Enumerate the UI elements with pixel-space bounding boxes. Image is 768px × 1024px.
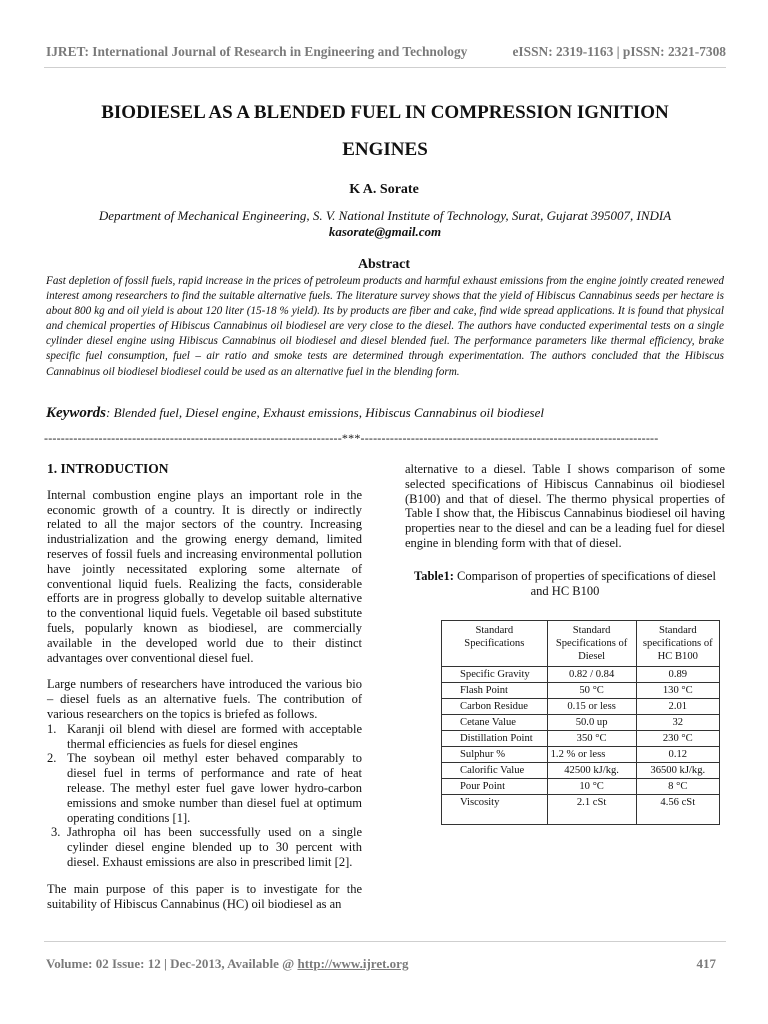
- table-cell: Distillation Point: [442, 731, 548, 747]
- page-number: 417: [696, 956, 716, 971]
- author-email: kasorate@gmail.com: [328, 224, 442, 239]
- table-cell: 50 °C: [547, 683, 636, 699]
- table-row: [442, 763, 720, 779]
- table-row: [442, 779, 720, 795]
- table-cell: Cetane Value: [442, 715, 548, 731]
- paragraph: Large numbers of researchers have introduced the various bio – diesel fuels as an alternative fuels. The contribution of various researchers on the topics is briefed as follows.: [47, 677, 362, 721]
- table-cell: 130 °C: [636, 683, 719, 699]
- table-row: [442, 747, 720, 763]
- table-cell: 2.1 cSt: [547, 795, 636, 825]
- table-cell: 230 °C: [636, 731, 719, 747]
- properties-table: [441, 620, 720, 825]
- author-affiliation: Department of Mechanical Engineering, S. V. National Institute of Technology, Surat, Gujarat 395007, INDIA: [98, 208, 672, 223]
- table-cell: Specific Gravity: [442, 667, 548, 683]
- table-cell: 36500 kJ/kg.: [636, 763, 719, 779]
- list-item: [47, 825, 362, 869]
- paragraph: Internal combustion engine plays an important role in the economic growth of a country. It is directly or indirectly related to all the major sectors of the country. Increasing industrialization and the growing energy demand, limited reserves of fossil fuels and increasing environmental pollution have jointly necessitated exploring some alternate of conventional liquid fuels. Realizing the facts, considerable efforts are in progress globally to develop suitable alternative to the conventional liquid fuels. Vegetable oil based substitute fuels, popularly known as biodiesel, are commercially available in the developed world due to their distinct advantages over conventional diesel fuel.: [47, 487, 362, 665]
- paragraph: alternative to a diesel. Table I shows comparison of some selected specifications of Hibiscus Cannabinus oil biodiesel (B100) and that of diesel. The thermo physical properties of Table I show that, the Hibiscus Cannabinus biodiesel oil having properties near to the diesel and can be a leading fuel for diesel engine in blending form with that of diesel.: [405, 462, 725, 550]
- caption-text: Comparison of properties of specifications of diesel and HC B100: [453, 568, 716, 598]
- table-cell: 0.12: [636, 747, 719, 763]
- table-cell: Carbon Residue: [442, 699, 548, 715]
- table-cell: 42500 kJ/kg.: [547, 763, 636, 779]
- table-row: [442, 699, 720, 715]
- footer-divider: [44, 941, 726, 942]
- journal-link[interactable]: http://www.ijret.org: [297, 956, 409, 971]
- keywords: [46, 405, 726, 422]
- title-line-1: BIODIESEL AS A BLENDED FUEL IN COMPRESSION IGNITION: [101, 102, 669, 123]
- list-item: [47, 751, 362, 825]
- table-cell: Calorific Value: [442, 763, 548, 779]
- caption-label: Table1:: [414, 568, 454, 583]
- table-cell: Flash Point: [442, 683, 548, 699]
- table-cell: 2.01: [636, 699, 719, 715]
- volume-text: Volume: 02 Issue: 12 | Dec-2013, Available @: [46, 956, 298, 971]
- issn-info: eISSN: 2319-1163 | pISSN: 2321-7308: [512, 44, 726, 59]
- table-row: [442, 795, 720, 825]
- numbered-list: [47, 722, 362, 870]
- table-cell: 0.89: [636, 667, 719, 683]
- table-cell: Pour Point: [442, 779, 548, 795]
- table-header-cell: Standard specifications of HC B100: [636, 621, 719, 667]
- table-header-cell: Standard Specifications of Diesel: [547, 621, 636, 667]
- journal-name: IJRET: International Journal of Research in Engineering and Technology: [46, 44, 468, 59]
- section-separator: -----------------------------------------------------------------------***-----------------------------------------------------------------------: [44, 431, 659, 445]
- abstract-text: Fast depletion of fossil fuels, rapid increase in the prices of petroleum products and harmful exhaust emissions from the engine jointly created renewed interest among researchers to find the suitable alternative fuels. The literature survey shows that the yield of Hibiscus Cannabinus seeds per hectare is about 800 kg and oil yield is about 120 liter (15-18 % yield). Its by products are fiber and cake, find wide spread applications. It is found that physical and chemical properties of Hibiscus Cannabinus oil biodiesel are very close to the diesel. The authors have conducted experimental tests on a single cylinder diesel engine using Hibiscus Cannabinus oil biodiesel and diesel blended fuel. The performance parameters like thermal efficiency, brake specific fuel consumption, fuel – air ratio and smoke tests are determined through experimentation. The authors concluded that the Hibiscus Cannabinus oil biodiesel biodiesel could be used as an alternative fuel in the blending form.: [46, 275, 724, 378]
- table-cell: 0.15 or less: [547, 699, 636, 715]
- table-row: [442, 683, 720, 699]
- table-cell: 50.0 up: [547, 715, 636, 731]
- table-cell: 1.2 % or less: [547, 747, 636, 763]
- table-cell: 10 °C: [547, 779, 636, 795]
- list-number: 2.: [47, 751, 57, 766]
- keywords-text: : Blended fuel, Diesel engine, Exhaust emissions, Hibiscus Cannabinus oil biodiesel: [106, 405, 544, 420]
- footer-volume: [46, 956, 408, 972]
- table-cell: 4.56 cSt: [636, 795, 719, 825]
- list-text: Karanji oil blend with diesel are formed with acceptable thermal efficiencies as fuels for diesel engines: [67, 721, 362, 751]
- list-text: Jathropha oil has been successfully used on a single cylinder diesel engine blended up to 30 percent with diesel. Exhaust emissions are also in prescribed limit [2].: [67, 825, 362, 869]
- right-column: [405, 462, 725, 598]
- section-heading: 1. INTRODUCTION: [47, 461, 169, 476]
- page-header: [46, 44, 726, 60]
- list-number: 3.: [51, 825, 61, 840]
- title-line-2: ENGINES: [342, 139, 428, 160]
- table-cell: 350 °C: [547, 731, 636, 747]
- header-divider: [44, 67, 726, 68]
- paragraph: The main purpose of this paper is to investigate for the suitability of Hibiscus Cannabinus (HC) oil biodiesel as an: [47, 881, 362, 911]
- table-row: [442, 667, 720, 683]
- list-number: 1.: [47, 721, 57, 736]
- table-cell: 8 °C: [636, 779, 719, 795]
- author-name: K A. Sorate: [349, 182, 419, 197]
- table-caption: [405, 569, 725, 599]
- page-footer: [46, 956, 716, 972]
- table-cell: Viscosity: [442, 795, 548, 825]
- keywords-label: Keywords: [46, 405, 106, 421]
- table-cell: Sulphur %: [442, 747, 548, 763]
- list-item: [47, 722, 362, 752]
- table-cell: 32: [636, 715, 719, 731]
- table-row: [442, 715, 720, 731]
- table-row: [442, 731, 720, 747]
- table-header-row: [442, 621, 720, 667]
- list-text: The soybean oil methyl ester behaved comparably to diesel fuel in terms of performance and rate of heat release. The methyl ester fuel gave lower hydro-carbon emissions and smoke number than diesel fuel at optimum operating conditions [1].: [67, 751, 362, 825]
- table-cell: 0.82 / 0.84: [547, 667, 636, 683]
- paper-title: [40, 94, 730, 168]
- abstract-heading: Abstract: [357, 257, 411, 272]
- left-column: [47, 462, 362, 923]
- table-header-cell: Standard Specifications: [442, 621, 548, 667]
